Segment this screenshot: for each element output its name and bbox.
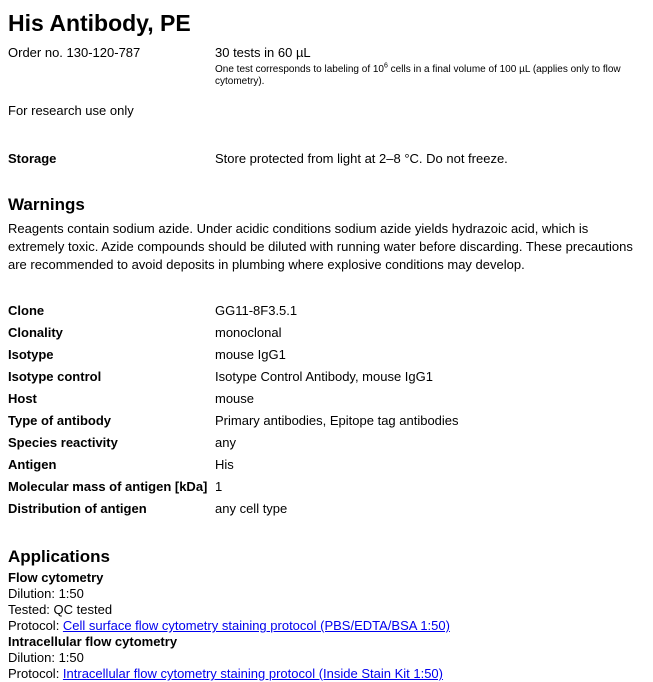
property-row: [8, 432, 645, 454]
application-detail-value: QC tested: [53, 602, 113, 617]
warnings-heading: Warnings: [8, 195, 85, 214]
property-label: Molecular mass of antigen [kDa]: [8, 479, 208, 494]
pack-note-pre: One test corresponds to labeling of 10: [215, 64, 384, 75]
pack-note-superscript: 6: [384, 62, 388, 70]
property-row: [8, 344, 645, 366]
order-info-row: [8, 45, 645, 88]
property-row: [8, 322, 645, 344]
application-detail-label: Dilution:: [8, 586, 59, 601]
property-value: any: [215, 435, 236, 450]
property-row: [8, 388, 645, 410]
property-label: Isotype control: [8, 369, 102, 384]
application-detail-value: 1:50: [58, 586, 84, 601]
property-label: Host: [8, 391, 37, 406]
application-name: Flow cytometry: [8, 570, 104, 585]
property-label: Type of antibody: [8, 413, 112, 428]
property-value: mouse IgG1: [215, 347, 286, 362]
application-name: Intracellular flow cytometry: [8, 634, 178, 649]
application-detail-line: [8, 618, 645, 634]
page-title: His Antibody, PE: [8, 10, 191, 36]
property-value: any cell type: [215, 501, 288, 516]
property-label: Isotype: [8, 347, 54, 362]
application-detail-label: Tested:: [8, 602, 54, 617]
protocol-link[interactable]: Intracellular flow cytometry staining protocol (Inside Stain Kit 1:50): [62, 666, 443, 681]
pack-note-post: cells in a final volume of 100 µL (applies only to flow cytometry).: [215, 64, 621, 87]
property-row: [8, 410, 645, 432]
property-label: Distribution of antigen: [8, 501, 147, 516]
application-detail-value: 1:50: [58, 650, 84, 665]
application-detail-line: [8, 586, 645, 602]
applications-heading: Applications: [8, 547, 111, 566]
pack-size: 30 tests in 60 µL: [215, 45, 311, 60]
application-detail-label: Protocol:: [8, 666, 63, 681]
datasheet-page: [0, 9, 653, 682]
property-row: [8, 454, 645, 476]
application-detail-line: [8, 650, 645, 666]
property-row: [8, 300, 645, 322]
applications-list: [8, 570, 645, 682]
pack-size-block: [215, 45, 645, 88]
property-value: Primary antibodies, Epitope tag antibodies: [215, 413, 459, 428]
pack-size-note: [215, 64, 645, 88]
property-value: 1: [215, 479, 223, 494]
property-row: [8, 476, 645, 498]
property-value: Isotype Control Antibody, mouse IgG1: [215, 369, 433, 384]
properties-table: [8, 300, 645, 520]
warnings-text: Reagents contain sodium azide. Under acidic conditions sodium azide yields hydrazoic acid, which is extremely toxic. Azide compounds should be diluted with running water before discarding. These precautions are recommended to avoid deposits in plumbing where explosive conditions may develop.: [8, 221, 633, 272]
application-detail-label: Protocol:: [8, 618, 63, 633]
property-row: [8, 366, 645, 388]
application-detail-label: Dilution:: [8, 650, 59, 665]
property-value: His: [215, 457, 234, 472]
protocol-link[interactable]: Cell surface flow cytometry staining protocol (PBS/EDTA/BSA 1:50): [62, 618, 450, 633]
research-use-statement: For research use only: [8, 103, 134, 118]
storage-label: Storage: [8, 151, 57, 166]
order-number: Order no. 130-120-787: [8, 45, 141, 60]
property-value: mouse: [215, 391, 255, 406]
storage-row: [8, 151, 645, 166]
property-label: Species reactivity: [8, 435, 118, 450]
property-label: Clone: [8, 303, 45, 318]
property-label: Antigen: [8, 457, 57, 472]
property-row: [8, 498, 645, 520]
application-detail-line: [8, 602, 645, 618]
storage-value: Store protected from light at 2–8 °C. Do not freeze.: [215, 151, 508, 166]
property-label: Clonality: [8, 325, 63, 340]
property-value: monoclonal: [215, 325, 282, 340]
application-detail-line: [8, 666, 645, 682]
property-value: GG11-8F3.5.1: [215, 303, 298, 318]
